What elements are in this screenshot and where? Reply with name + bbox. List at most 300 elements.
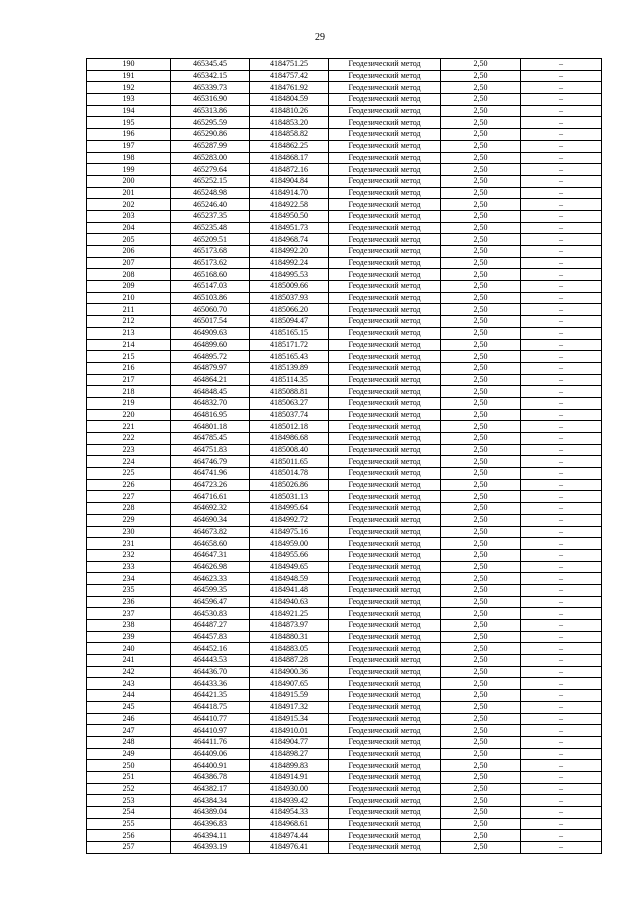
x-coordinate-cell: 464816.95 <box>171 409 250 421</box>
y-coordinate-cell: 4185165.43 <box>250 351 329 363</box>
x-coordinate-cell: 465279.64 <box>171 164 250 176</box>
y-coordinate-cell: 4185171.72 <box>250 339 329 351</box>
point-number-cell: 196 <box>87 129 171 141</box>
table-row <box>87 409 602 421</box>
note-cell: – <box>521 222 602 234</box>
y-coordinate-cell: 4184904.77 <box>250 736 329 748</box>
y-coordinate-cell: 4184930.00 <box>250 783 329 795</box>
y-coordinate-cell: 4185037.93 <box>250 292 329 304</box>
point-number-cell: 232 <box>87 549 171 561</box>
point-number-cell: 246 <box>87 713 171 725</box>
accuracy-cell: 2,50 <box>441 620 521 632</box>
y-coordinate-cell: 4185165.15 <box>250 327 329 339</box>
method-cell: Геодезический метод <box>329 491 441 503</box>
note-cell: – <box>521 94 602 106</box>
x-coordinate-cell: 465060.70 <box>171 304 250 316</box>
method-cell: Геодезический метод <box>329 433 441 445</box>
x-coordinate-cell: 465173.62 <box>171 257 250 269</box>
accuracy-cell: 2,50 <box>441 374 521 386</box>
table-row <box>87 736 602 748</box>
table-row <box>87 164 602 176</box>
x-coordinate-cell: 465313.86 <box>171 105 250 117</box>
y-coordinate-cell: 4184948.59 <box>250 573 329 585</box>
y-coordinate-cell: 4184757.42 <box>250 70 329 82</box>
table-row <box>87 491 602 503</box>
method-cell: Геодезический метод <box>329 468 441 480</box>
table-row <box>87 386 602 398</box>
method-cell: Геодезический метод <box>329 304 441 316</box>
accuracy-cell: 2,50 <box>441 444 521 456</box>
y-coordinate-cell: 4184904.84 <box>250 175 329 187</box>
table-row <box>87 94 602 106</box>
table-row <box>87 397 602 409</box>
y-coordinate-cell: 4184917.32 <box>250 701 329 713</box>
note-cell: – <box>521 760 602 772</box>
table-row <box>87 538 602 550</box>
method-cell: Геодезический метод <box>329 456 441 468</box>
note-cell: – <box>521 830 602 842</box>
accuracy-cell: 2,50 <box>441 491 521 503</box>
table-row <box>87 666 602 678</box>
method-cell: Геодезический метод <box>329 771 441 783</box>
note-cell: – <box>521 713 602 725</box>
method-cell: Геодезический метод <box>329 631 441 643</box>
y-coordinate-cell: 4184954.33 <box>250 807 329 819</box>
method-cell: Геодезический метод <box>329 842 441 854</box>
x-coordinate-cell: 465248.98 <box>171 187 250 199</box>
y-coordinate-cell: 4184995.64 <box>250 503 329 515</box>
point-number-cell: 195 <box>87 117 171 129</box>
accuracy-cell: 2,50 <box>441 526 521 538</box>
note-cell: – <box>521 210 602 222</box>
note-cell: – <box>521 433 602 445</box>
method-cell: Геодезический метод <box>329 70 441 82</box>
point-number-cell: 201 <box>87 187 171 199</box>
point-number-cell: 231 <box>87 538 171 550</box>
note-cell: – <box>521 736 602 748</box>
point-number-cell: 194 <box>87 105 171 117</box>
method-cell: Геодезический метод <box>329 479 441 491</box>
note-cell: – <box>521 409 602 421</box>
point-number-cell: 212 <box>87 316 171 328</box>
x-coordinate-cell: 464418.75 <box>171 701 250 713</box>
point-number-cell: 253 <box>87 795 171 807</box>
y-coordinate-cell: 4184873.97 <box>250 620 329 632</box>
x-coordinate-cell: 464626.98 <box>171 561 250 573</box>
point-number-cell: 250 <box>87 760 171 772</box>
method-cell: Геодезический метод <box>329 421 441 433</box>
method-cell: Геодезический метод <box>329 257 441 269</box>
point-number-cell: 229 <box>87 514 171 526</box>
point-number-cell: 225 <box>87 468 171 480</box>
method-cell: Геодезический метод <box>329 397 441 409</box>
point-number-cell: 217 <box>87 374 171 386</box>
table-row <box>87 327 602 339</box>
x-coordinate-cell: 464410.77 <box>171 713 250 725</box>
table-row <box>87 222 602 234</box>
table-row <box>87 82 602 94</box>
x-coordinate-cell: 464692.32 <box>171 503 250 515</box>
point-number-cell: 210 <box>87 292 171 304</box>
y-coordinate-cell: 4184992.24 <box>250 257 329 269</box>
x-coordinate-cell: 464741.96 <box>171 468 250 480</box>
accuracy-cell: 2,50 <box>441 246 521 258</box>
note-cell: – <box>521 690 602 702</box>
table-row <box>87 105 602 117</box>
method-cell: Геодезический метод <box>329 82 441 94</box>
accuracy-cell: 2,50 <box>441 549 521 561</box>
method-cell: Геодезический метод <box>329 725 441 737</box>
note-cell: – <box>521 199 602 211</box>
note-cell: – <box>521 175 602 187</box>
x-coordinate-cell: 464751.83 <box>171 444 250 456</box>
x-coordinate-cell: 464848.45 <box>171 386 250 398</box>
table-row <box>87 351 602 363</box>
note-cell: – <box>521 397 602 409</box>
x-coordinate-cell: 464443.53 <box>171 655 250 667</box>
y-coordinate-cell: 4184858.82 <box>250 129 329 141</box>
point-number-cell: 219 <box>87 397 171 409</box>
table-row <box>87 269 602 281</box>
x-coordinate-cell: 464690.34 <box>171 514 250 526</box>
y-coordinate-cell: 4184887.28 <box>250 655 329 667</box>
y-coordinate-cell: 4184959.00 <box>250 538 329 550</box>
x-coordinate-cell: 464433.36 <box>171 678 250 690</box>
table-row <box>87 316 602 328</box>
y-coordinate-cell: 4184992.72 <box>250 514 329 526</box>
x-coordinate-cell: 465147.03 <box>171 281 250 293</box>
point-number-cell: 192 <box>87 82 171 94</box>
table-row <box>87 456 602 468</box>
point-number-cell: 200 <box>87 175 171 187</box>
accuracy-cell: 2,50 <box>441 175 521 187</box>
y-coordinate-cell: 4184751.25 <box>250 59 329 71</box>
accuracy-cell: 2,50 <box>441 538 521 550</box>
accuracy-cell: 2,50 <box>441 631 521 643</box>
y-coordinate-cell: 4184940.63 <box>250 596 329 608</box>
point-number-cell: 207 <box>87 257 171 269</box>
note-cell: – <box>521 304 602 316</box>
point-number-cell: 241 <box>87 655 171 667</box>
y-coordinate-cell: 4184914.91 <box>250 771 329 783</box>
accuracy-cell: 2,50 <box>441 713 521 725</box>
method-cell: Геодезический метод <box>329 620 441 632</box>
y-coordinate-cell: 4184968.74 <box>250 234 329 246</box>
method-cell: Геодезический метод <box>329 807 441 819</box>
method-cell: Геодезический метод <box>329 538 441 550</box>
x-coordinate-cell: 464864.21 <box>171 374 250 386</box>
note-cell: – <box>521 164 602 176</box>
accuracy-cell: 2,50 <box>441 304 521 316</box>
point-number-cell: 218 <box>87 386 171 398</box>
y-coordinate-cell: 4184810.26 <box>250 105 329 117</box>
accuracy-cell: 2,50 <box>441 187 521 199</box>
note-cell: – <box>521 281 602 293</box>
table-row <box>87 304 602 316</box>
x-coordinate-cell: 464785.45 <box>171 433 250 445</box>
y-coordinate-cell: 4184880.31 <box>250 631 329 643</box>
table-row <box>87 701 602 713</box>
x-coordinate-cell: 464410.97 <box>171 725 250 737</box>
method-cell: Геодезический метод <box>329 199 441 211</box>
x-coordinate-cell: 465237.35 <box>171 210 250 222</box>
note-cell: – <box>521 327 602 339</box>
note-cell: – <box>521 549 602 561</box>
table-row <box>87 655 602 667</box>
y-coordinate-cell: 4185094.47 <box>250 316 329 328</box>
note-cell: – <box>521 561 602 573</box>
accuracy-cell: 2,50 <box>441 105 521 117</box>
accuracy-cell: 2,50 <box>441 748 521 760</box>
method-cell: Геодезический метод <box>329 666 441 678</box>
y-coordinate-cell: 4184898.27 <box>250 748 329 760</box>
table-row <box>87 257 602 269</box>
point-number-cell: 249 <box>87 748 171 760</box>
method-cell: Геодезический метод <box>329 818 441 830</box>
y-coordinate-cell: 4184939.42 <box>250 795 329 807</box>
point-number-cell: 234 <box>87 573 171 585</box>
y-coordinate-cell: 4185063.27 <box>250 397 329 409</box>
table-row <box>87 608 602 620</box>
note-cell: – <box>521 643 602 655</box>
table-row <box>87 795 602 807</box>
accuracy-cell: 2,50 <box>441 397 521 409</box>
x-coordinate-cell: 464801.18 <box>171 421 250 433</box>
x-coordinate-cell: 465290.86 <box>171 129 250 141</box>
table-row <box>87 175 602 187</box>
note-cell: – <box>521 725 602 737</box>
accuracy-cell: 2,50 <box>441 690 521 702</box>
x-coordinate-cell: 464596.47 <box>171 596 250 608</box>
accuracy-cell: 2,50 <box>441 316 521 328</box>
x-coordinate-cell: 465103.86 <box>171 292 250 304</box>
coordinates-table <box>86 58 602 854</box>
point-number-cell: 256 <box>87 830 171 842</box>
note-cell: – <box>521 514 602 526</box>
note-cell: – <box>521 503 602 515</box>
accuracy-cell: 2,50 <box>441 362 521 374</box>
y-coordinate-cell: 4184804.59 <box>250 94 329 106</box>
y-coordinate-cell: 4184914.70 <box>250 187 329 199</box>
accuracy-cell: 2,50 <box>441 164 521 176</box>
x-coordinate-cell: 464421.35 <box>171 690 250 702</box>
x-coordinate-cell: 464895.72 <box>171 351 250 363</box>
method-cell: Геодезический метод <box>329 117 441 129</box>
point-number-cell: 235 <box>87 584 171 596</box>
accuracy-cell: 2,50 <box>441 257 521 269</box>
x-coordinate-cell: 465283.00 <box>171 152 250 164</box>
accuracy-cell: 2,50 <box>441 666 521 678</box>
table-row <box>87 374 602 386</box>
x-coordinate-cell: 464393.19 <box>171 842 250 854</box>
method-cell: Геодезический метод <box>329 783 441 795</box>
table-row <box>87 690 602 702</box>
table-row <box>87 246 602 258</box>
table-row <box>87 152 602 164</box>
point-number-cell: 257 <box>87 842 171 854</box>
point-number-cell: 199 <box>87 164 171 176</box>
method-cell: Геодезический метод <box>329 549 441 561</box>
accuracy-cell: 2,50 <box>441 199 521 211</box>
point-number-cell: 238 <box>87 620 171 632</box>
accuracy-cell: 2,50 <box>441 292 521 304</box>
point-number-cell: 233 <box>87 561 171 573</box>
y-coordinate-cell: 4184949.65 <box>250 561 329 573</box>
accuracy-cell: 2,50 <box>441 152 521 164</box>
point-number-cell: 224 <box>87 456 171 468</box>
note-cell: – <box>521 82 602 94</box>
note-cell: – <box>521 386 602 398</box>
note-cell: – <box>521 351 602 363</box>
table-row <box>87 573 602 585</box>
accuracy-cell: 2,50 <box>441 842 521 854</box>
method-cell: Геодезический метод <box>329 444 441 456</box>
accuracy-cell: 2,50 <box>441 725 521 737</box>
accuracy-cell: 2,50 <box>441 269 521 281</box>
x-coordinate-cell: 465235.48 <box>171 222 250 234</box>
note-cell: – <box>521 678 602 690</box>
point-number-cell: 211 <box>87 304 171 316</box>
note-cell: – <box>521 596 602 608</box>
x-coordinate-cell: 464673.82 <box>171 526 250 538</box>
table-row <box>87 526 602 538</box>
point-number-cell: 216 <box>87 362 171 374</box>
table-row <box>87 140 602 152</box>
x-coordinate-cell: 464396.83 <box>171 818 250 830</box>
x-coordinate-cell: 464394.11 <box>171 830 250 842</box>
accuracy-cell: 2,50 <box>441 701 521 713</box>
note-cell: – <box>521 374 602 386</box>
table-row <box>87 281 602 293</box>
table-row <box>87 771 602 783</box>
note-cell: – <box>521 584 602 596</box>
accuracy-cell: 2,50 <box>441 339 521 351</box>
method-cell: Геодезический метод <box>329 678 441 690</box>
method-cell: Геодезический метод <box>329 760 441 772</box>
note-cell: – <box>521 129 602 141</box>
accuracy-cell: 2,50 <box>441 421 521 433</box>
accuracy-cell: 2,50 <box>441 584 521 596</box>
x-coordinate-cell: 464723.26 <box>171 479 250 491</box>
accuracy-cell: 2,50 <box>441 561 521 573</box>
x-coordinate-cell: 465168.60 <box>171 269 250 281</box>
note-cell: – <box>521 257 602 269</box>
y-coordinate-cell: 4185139.89 <box>250 362 329 374</box>
y-coordinate-cell: 4184968.61 <box>250 818 329 830</box>
method-cell: Геодезический метод <box>329 561 441 573</box>
point-number-cell: 254 <box>87 807 171 819</box>
method-cell: Геодезический метод <box>329 503 441 515</box>
accuracy-cell: 2,50 <box>441 281 521 293</box>
point-number-cell: 206 <box>87 246 171 258</box>
method-cell: Геодезический метод <box>329 701 441 713</box>
table-row <box>87 818 602 830</box>
y-coordinate-cell: 4184976.41 <box>250 842 329 854</box>
accuracy-cell: 2,50 <box>441 409 521 421</box>
x-coordinate-cell: 464487.27 <box>171 620 250 632</box>
method-cell: Геодезический метод <box>329 105 441 117</box>
accuracy-cell: 2,50 <box>441 222 521 234</box>
y-coordinate-cell: 4185009.66 <box>250 281 329 293</box>
x-coordinate-cell: 465339.73 <box>171 82 250 94</box>
note-cell: – <box>521 771 602 783</box>
point-number-cell: 245 <box>87 701 171 713</box>
y-coordinate-cell: 4185088.81 <box>250 386 329 398</box>
method-cell: Геодезический метод <box>329 129 441 141</box>
table-row <box>87 596 602 608</box>
x-coordinate-cell: 465342.15 <box>171 70 250 82</box>
point-number-cell: 221 <box>87 421 171 433</box>
table-row <box>87 807 602 819</box>
point-number-cell: 205 <box>87 234 171 246</box>
table-row <box>87 584 602 596</box>
x-coordinate-cell: 465345.45 <box>171 59 250 71</box>
note-cell: – <box>521 246 602 258</box>
x-coordinate-cell: 464599.35 <box>171 584 250 596</box>
method-cell: Геодезический метод <box>329 573 441 585</box>
note-cell: – <box>521 842 602 854</box>
coordinates-table-body <box>87 59 602 854</box>
x-coordinate-cell: 464832.70 <box>171 397 250 409</box>
accuracy-cell: 2,50 <box>441 59 521 71</box>
point-number-cell: 248 <box>87 736 171 748</box>
point-number-cell: 215 <box>87 351 171 363</box>
table-row <box>87 117 602 129</box>
accuracy-cell: 2,50 <box>441 807 521 819</box>
note-cell: – <box>521 526 602 538</box>
accuracy-cell: 2,50 <box>441 456 521 468</box>
point-number-cell: 240 <box>87 643 171 655</box>
accuracy-cell: 2,50 <box>441 643 521 655</box>
note-cell: – <box>521 631 602 643</box>
y-coordinate-cell: 4184922.58 <box>250 199 329 211</box>
point-number-cell: 226 <box>87 479 171 491</box>
method-cell: Геодезический метод <box>329 362 441 374</box>
accuracy-cell: 2,50 <box>441 234 521 246</box>
point-number-cell: 203 <box>87 210 171 222</box>
y-coordinate-cell: 4184868.17 <box>250 152 329 164</box>
accuracy-cell: 2,50 <box>441 503 521 515</box>
accuracy-cell: 2,50 <box>441 82 521 94</box>
table-row <box>87 748 602 760</box>
x-coordinate-cell: 465209.51 <box>171 234 250 246</box>
note-cell: – <box>521 608 602 620</box>
point-number-cell: 204 <box>87 222 171 234</box>
y-coordinate-cell: 4184761.92 <box>250 82 329 94</box>
method-cell: Геодезический метод <box>329 187 441 199</box>
point-number-cell: 223 <box>87 444 171 456</box>
note-cell: – <box>521 655 602 667</box>
table-row <box>87 339 602 351</box>
x-coordinate-cell: 464716.61 <box>171 491 250 503</box>
point-number-cell: 247 <box>87 725 171 737</box>
note-cell: – <box>521 70 602 82</box>
note-cell: – <box>521 701 602 713</box>
table-row <box>87 362 602 374</box>
note-cell: – <box>521 479 602 491</box>
method-cell: Геодезический метод <box>329 269 441 281</box>
point-number-cell: 208 <box>87 269 171 281</box>
accuracy-cell: 2,50 <box>441 760 521 772</box>
accuracy-cell: 2,50 <box>441 830 521 842</box>
method-cell: Геодезический метод <box>329 140 441 152</box>
accuracy-cell: 2,50 <box>441 70 521 82</box>
table-row <box>87 292 602 304</box>
method-cell: Геодезический метод <box>329 514 441 526</box>
note-cell: – <box>521 666 602 678</box>
point-number-cell: 244 <box>87 690 171 702</box>
table-row <box>87 760 602 772</box>
